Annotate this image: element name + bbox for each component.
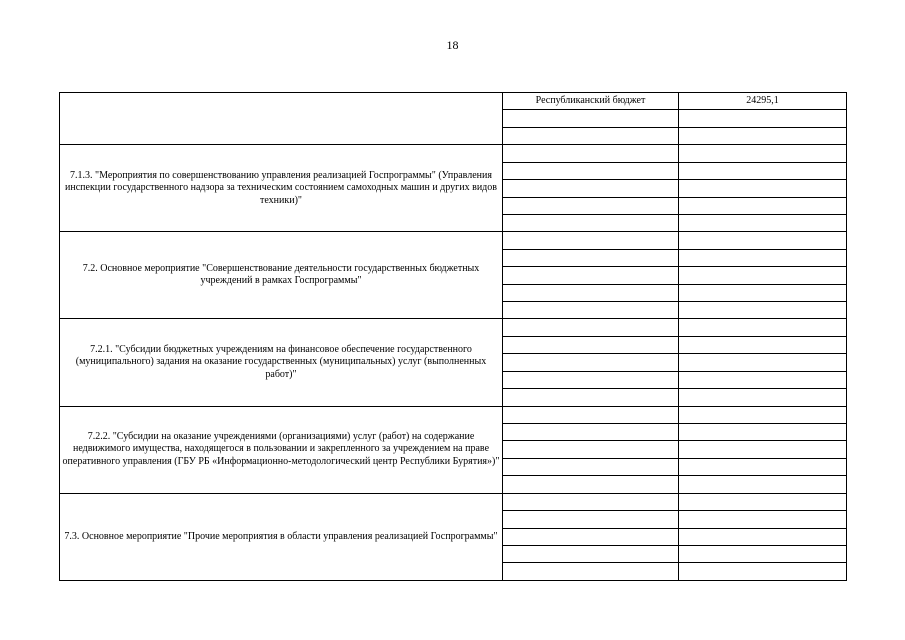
funding-amount-cell xyxy=(679,249,847,266)
funding-amount-cell xyxy=(679,476,847,493)
funding-amount-cell xyxy=(679,127,847,144)
activity-description-cell: 7.1.3. "Мероприятия по совершенствованию управления реализацией Госпрограммы" (Управления инспекции государственного надзора за техническим состоянием самоходных машин и других видов техники)" xyxy=(60,145,503,232)
activity-description-cell: 7.2. Основное мероприятие "Совершенствование деятельности государственных бюджетных учреждений в рамках Госпрограммы" xyxy=(60,232,503,319)
funding-source-cell xyxy=(503,406,679,423)
funding-source-cell xyxy=(503,354,679,371)
funding-source-cell xyxy=(503,336,679,353)
activity-description-cell xyxy=(60,93,503,145)
table-row xyxy=(60,493,847,510)
funding-source-cell xyxy=(503,110,679,127)
funding-amount-cell xyxy=(679,110,847,127)
table-row xyxy=(60,232,847,249)
funding-source-cell xyxy=(503,145,679,162)
funding-amount-cell xyxy=(679,197,847,214)
funding-source-cell xyxy=(503,371,679,388)
funding-amount-cell xyxy=(679,389,847,406)
funding-source-cell xyxy=(503,249,679,266)
funding-amount-cell xyxy=(679,319,847,336)
funding-amount-cell xyxy=(679,563,847,581)
budget-table xyxy=(59,92,847,581)
funding-amount-cell xyxy=(679,458,847,475)
funding-amount-cell xyxy=(679,528,847,545)
funding-source-cell xyxy=(503,267,679,284)
funding-source-cell xyxy=(503,180,679,197)
funding-source-cell xyxy=(503,214,679,231)
funding-amount-cell xyxy=(679,424,847,441)
funding-amount-cell xyxy=(679,232,847,249)
budget-table-body xyxy=(60,93,847,581)
funding-amount-cell xyxy=(679,545,847,562)
activity-description-cell: 7.2.1. "Субсидии бюджетных учреждениям на финансовое обеспечение государственного (муниципального) задания на оказание государственных (муниципальных) услуг (выполненных работ)" xyxy=(60,319,503,406)
activity-description-cell: 7.2.2. "Субсидии на оказание учреждениями (организациями) услуг (работ) на содержание недвижимого имущества, находящегося в пользовании и закрепленного за учреждением на праве оперативного управления (ГБУ РБ «Информационно-методологический центр Республики Бурятия»)" xyxy=(60,406,503,493)
table-row xyxy=(60,93,847,110)
funding-amount-cell xyxy=(679,511,847,528)
funding-source-cell xyxy=(503,476,679,493)
funding-source-cell xyxy=(503,563,679,581)
funding-amount-cell xyxy=(679,180,847,197)
funding-source-cell xyxy=(503,197,679,214)
funding-amount-cell xyxy=(679,371,847,388)
funding-amount-cell xyxy=(679,441,847,458)
funding-source-cell xyxy=(503,389,679,406)
funding-source-cell xyxy=(503,545,679,562)
table-row xyxy=(60,406,847,423)
page-number: 18 xyxy=(446,38,459,52)
funding-source-cell xyxy=(503,127,679,144)
funding-amount-cell: 24295,1 xyxy=(679,93,847,110)
funding-source-cell xyxy=(503,302,679,319)
activity-description-cell: 7.3. Основное мероприятие "Прочие мероприятия в области управления реализацией Госпрограммы" xyxy=(60,493,503,580)
funding-source-cell xyxy=(503,528,679,545)
funding-amount-cell xyxy=(679,302,847,319)
funding-source-cell xyxy=(503,424,679,441)
funding-amount-cell xyxy=(679,162,847,179)
funding-amount-cell xyxy=(679,214,847,231)
funding-source-cell: Республиканский бюджет xyxy=(503,93,679,110)
funding-source-cell xyxy=(503,232,679,249)
funding-amount-cell xyxy=(679,336,847,353)
funding-amount-cell xyxy=(679,267,847,284)
funding-amount-cell xyxy=(679,493,847,510)
funding-source-cell xyxy=(503,319,679,336)
funding-amount-cell xyxy=(679,406,847,423)
table-row xyxy=(60,319,847,336)
table-row xyxy=(60,145,847,162)
funding-amount-cell xyxy=(679,145,847,162)
funding-source-cell xyxy=(503,458,679,475)
funding-source-cell xyxy=(503,162,679,179)
funding-source-cell xyxy=(503,284,679,301)
funding-amount-cell xyxy=(679,284,847,301)
funding-source-cell xyxy=(503,511,679,528)
funding-amount-cell xyxy=(679,354,847,371)
funding-source-cell xyxy=(503,493,679,510)
funding-source-cell xyxy=(503,441,679,458)
